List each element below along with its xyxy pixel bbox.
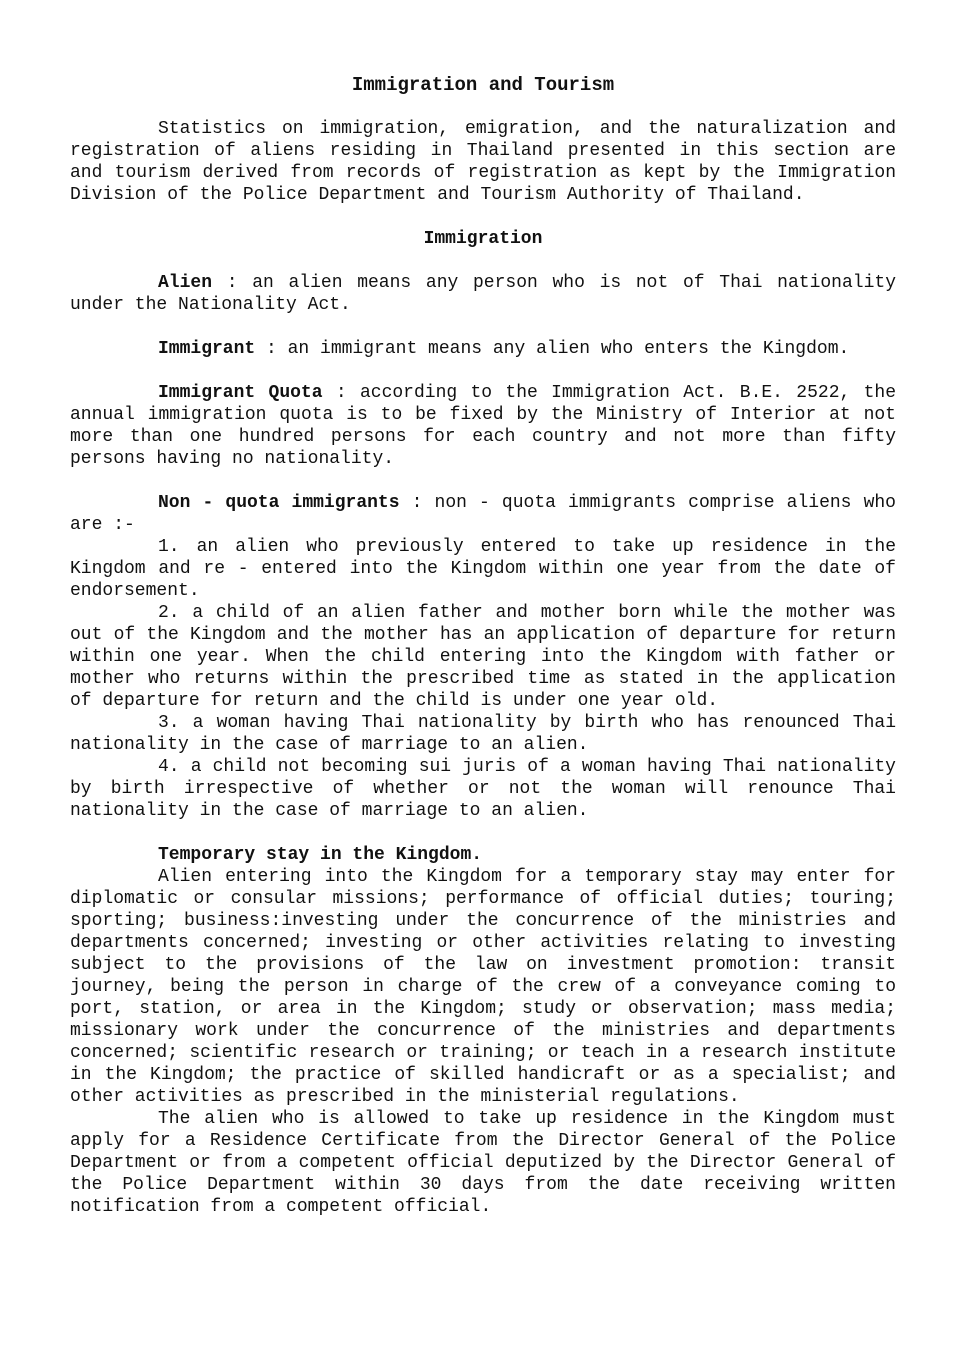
quota-definition [70, 382, 896, 470]
non-quota-definition [70, 492, 896, 536]
non-quota-item-4: 4. a child not becoming sui juris of a woman having Thai nationality by birth irrespective of whether or not the woman will renounce Thai nationality in the case of marriage to an alien. [70, 757, 896, 821]
alien-term: Alien [158, 273, 213, 293]
alien-definition [70, 272, 896, 316]
non-quota-term: Non - quota immigrants [158, 493, 400, 513]
residence-certificate-paragraph: The alien who is allowed to take up residence in the Kingdom must apply for a Residence Certificate from the Director General of the Police Department or from a competent official deputized by the Director General of the Police Department within 30 days from the date receiving written notification from a competent official. [70, 1109, 896, 1217]
section-heading-immigration: Immigration [423, 229, 543, 249]
non-quota-item-2: 2. a child of an alien father and mother born while the mother was out of the Kingdom and the mother has an application of departure for return within one year. When the child entering into the Kingdom with father or mother who returns within the prescribed time as stated in the application of departure for return and the child is under one year old. [70, 603, 896, 711]
document-title: Immigration and Tourism [351, 74, 615, 96]
temporary-stay-paragraph: Alien entering into the Kingdom for a temporary stay may enter for diplomatic or consular missions; performance of official duties; touring; sporting; business:investing under the concurrence of the ministries and departments concerned; investing or other activities relating to investing subject to the provisions of the law on investment promotion: transit journey, being the person in charge of the crew of a conveyance coming to port, station, or area in the Kingdom; study or observation; mass media; missionary work under the concurrence of the ministries and departments concerned; scientific research or training; or teach in a research institute in the Kingdom; the practice of skilled handicraft or as a specialist; and other activities as prescribed in the ministerial regulations. [70, 867, 896, 1107]
non-quota-text: : non - quota immigrants comprise aliens who are :- [70, 493, 896, 535]
document-page [70, 74, 896, 1218]
alien-text: : an alien means any person who is not of Thai nationality under the Nationality Act. [70, 273, 896, 315]
immigrant-definition [70, 338, 896, 360]
non-quota-item-1: 1. an alien who previously entered to take up residence in the Kingdom and re - entered into the Kingdom within one year from the date of endorsement. [70, 537, 896, 601]
quota-text: : according to the Immigration Act. B.E. 2522, the annual immigration quota is to be fixed by the Ministry of Interior at not more than one hundred persons for each country and not more than fifty persons having no nationality. [70, 383, 897, 469]
non-quota-item-3: 3. a woman having Thai nationality by birth who has renounced Thai nationality in the case of marriage to an alien. [70, 713, 896, 755]
immigrant-text: : an immigrant means any alien who enters the Kingdom. [255, 339, 850, 359]
quota-term: Immigrant Quota [158, 383, 323, 403]
intro-paragraph: Statistics on immigration, emigration, and the naturalization and registration of aliens residing in Thailand presented in this section are and tourism derived from records of registration as kept by the Immigration Division of the Police Department and Tourism Authority of Thailand. [70, 119, 896, 205]
temporary-stay-heading: Temporary stay in the Kingdom. [158, 845, 483, 865]
immigrant-term: Immigrant [158, 339, 256, 359]
